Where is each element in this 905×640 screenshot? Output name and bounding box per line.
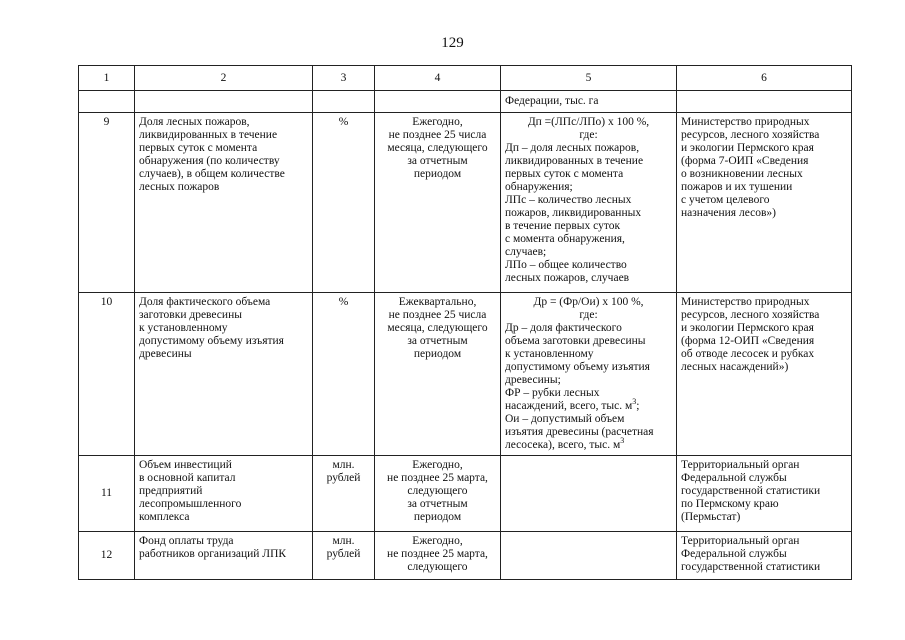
table-row — [79, 293, 852, 456]
cell-formula — [501, 532, 677, 580]
cell-frequency: Ежегодно, не позднее 25 марта, следующего за отчетным периодом — [375, 456, 501, 532]
header-cell-2: 2 — [135, 66, 313, 91]
cell-indicator: Фонд оплаты труда работников организаций ЛПК — [135, 532, 313, 580]
superscript: 3 — [620, 436, 625, 446]
cell-indicator: Доля лесных пожаров, ликвидированных в течение первых суток с момента обнаружения (по количеству случаев), в общем количестве лесных пожаров — [135, 113, 313, 293]
cell-frequency: Ежегодно, не позднее 25 марта, следующего — [375, 532, 501, 580]
cell-unit: % — [313, 293, 375, 456]
header-cell-6: 6 — [677, 66, 852, 91]
cell-num: 10 — [79, 293, 135, 456]
superscript: 3 — [632, 397, 637, 407]
cell-source: Территориальный орган Федеральной службы государственной статистики по Пермскому краю (Пермьстат) — [677, 456, 852, 532]
header-cell-3: 3 — [313, 66, 375, 91]
formula-body-b: Ои – допустимый объем изъятия древесины (расчетная лесосека), всего, тыс. м — [505, 413, 654, 451]
cell-num — [79, 91, 135, 113]
formula-head: Др = (Фр/Ои) х 100 %, где: — [533, 296, 644, 321]
cell-num: 12 — [79, 532, 135, 580]
cell-num: 9 — [79, 113, 135, 293]
cell-indicator: Объем инвестиций в основной капитал предприятий лесопромышленного комплекса — [135, 456, 313, 532]
cell-unit: млн. рублей — [313, 456, 375, 532]
formula-body: Дп – доля лесных пожаров, ликвидированных в течение первых суток с момента обнаружения; ЛПс – количество лесных пожаров, ликвидированных в течение первых суток с момента обнаружения, случаев; ЛПо – общее количество лесных пожаров, случаев — [505, 142, 644, 284]
cell-num: 11 — [79, 456, 135, 532]
page-number: 129 — [441, 35, 464, 51]
formula-body-a: Др – доля фактического объема заготовки древесины к установленному допустимому объему изъятия древесины; ФР – рубки лесных насаждений, всего, тыс. м — [505, 322, 650, 412]
formula-sep: ; — [636, 400, 640, 412]
cell-frequency: Ежеквартально, не позднее 25 числа месяца, следующего за отчетным периодом — [375, 293, 501, 456]
indicators-table — [78, 65, 852, 580]
cell-unit: млн. рублей — [313, 532, 375, 580]
header-cell-5: 5 — [501, 66, 677, 91]
cell-formula — [501, 293, 677, 456]
table-row — [79, 532, 852, 580]
cell-source: Министерство природных ресурсов, лесного хозяйства и экологии Пермского края (форма 7-ОИП «Сведения о возникновении лесных пожаров и их тушении с учетом целевого назначения лесов») — [677, 113, 852, 293]
formula-head: Дп =(ЛПс/ЛПо) х 100 %, где: — [527, 116, 650, 141]
header-row — [79, 66, 852, 91]
header-cell-1: 1 — [79, 66, 135, 91]
formula-body-b-wrap — [505, 413, 672, 452]
table-row — [79, 456, 852, 532]
cell-source: Территориальный орган Федеральной службы государственной статистики — [677, 532, 852, 580]
cell-formula — [501, 456, 677, 532]
cell-formula — [501, 113, 677, 293]
cell-formula: Федерации, тыс. га — [501, 91, 677, 113]
header-cell-4: 4 — [375, 66, 501, 91]
cell-frequency: Ежегодно, не позднее 25 числа месяца, следующего за отчетным периодом — [375, 113, 501, 293]
cell-unit: % — [313, 113, 375, 293]
cell-indicator — [135, 91, 313, 113]
cell-source — [677, 91, 852, 113]
cell-frequency — [375, 91, 501, 113]
cell-unit — [313, 91, 375, 113]
cell-indicator: Доля фактического объема заготовки древесины к установленному допустимому объему изъятия древесины — [135, 293, 313, 456]
continuation-row — [79, 91, 852, 113]
cell-source: Министерство природных ресурсов, лесного хозяйства и экологии Пермского края (форма 12-ОИП «Сведения об отводе лесосек и рубках лесных насаждений») — [677, 293, 852, 456]
table-row — [79, 113, 852, 293]
